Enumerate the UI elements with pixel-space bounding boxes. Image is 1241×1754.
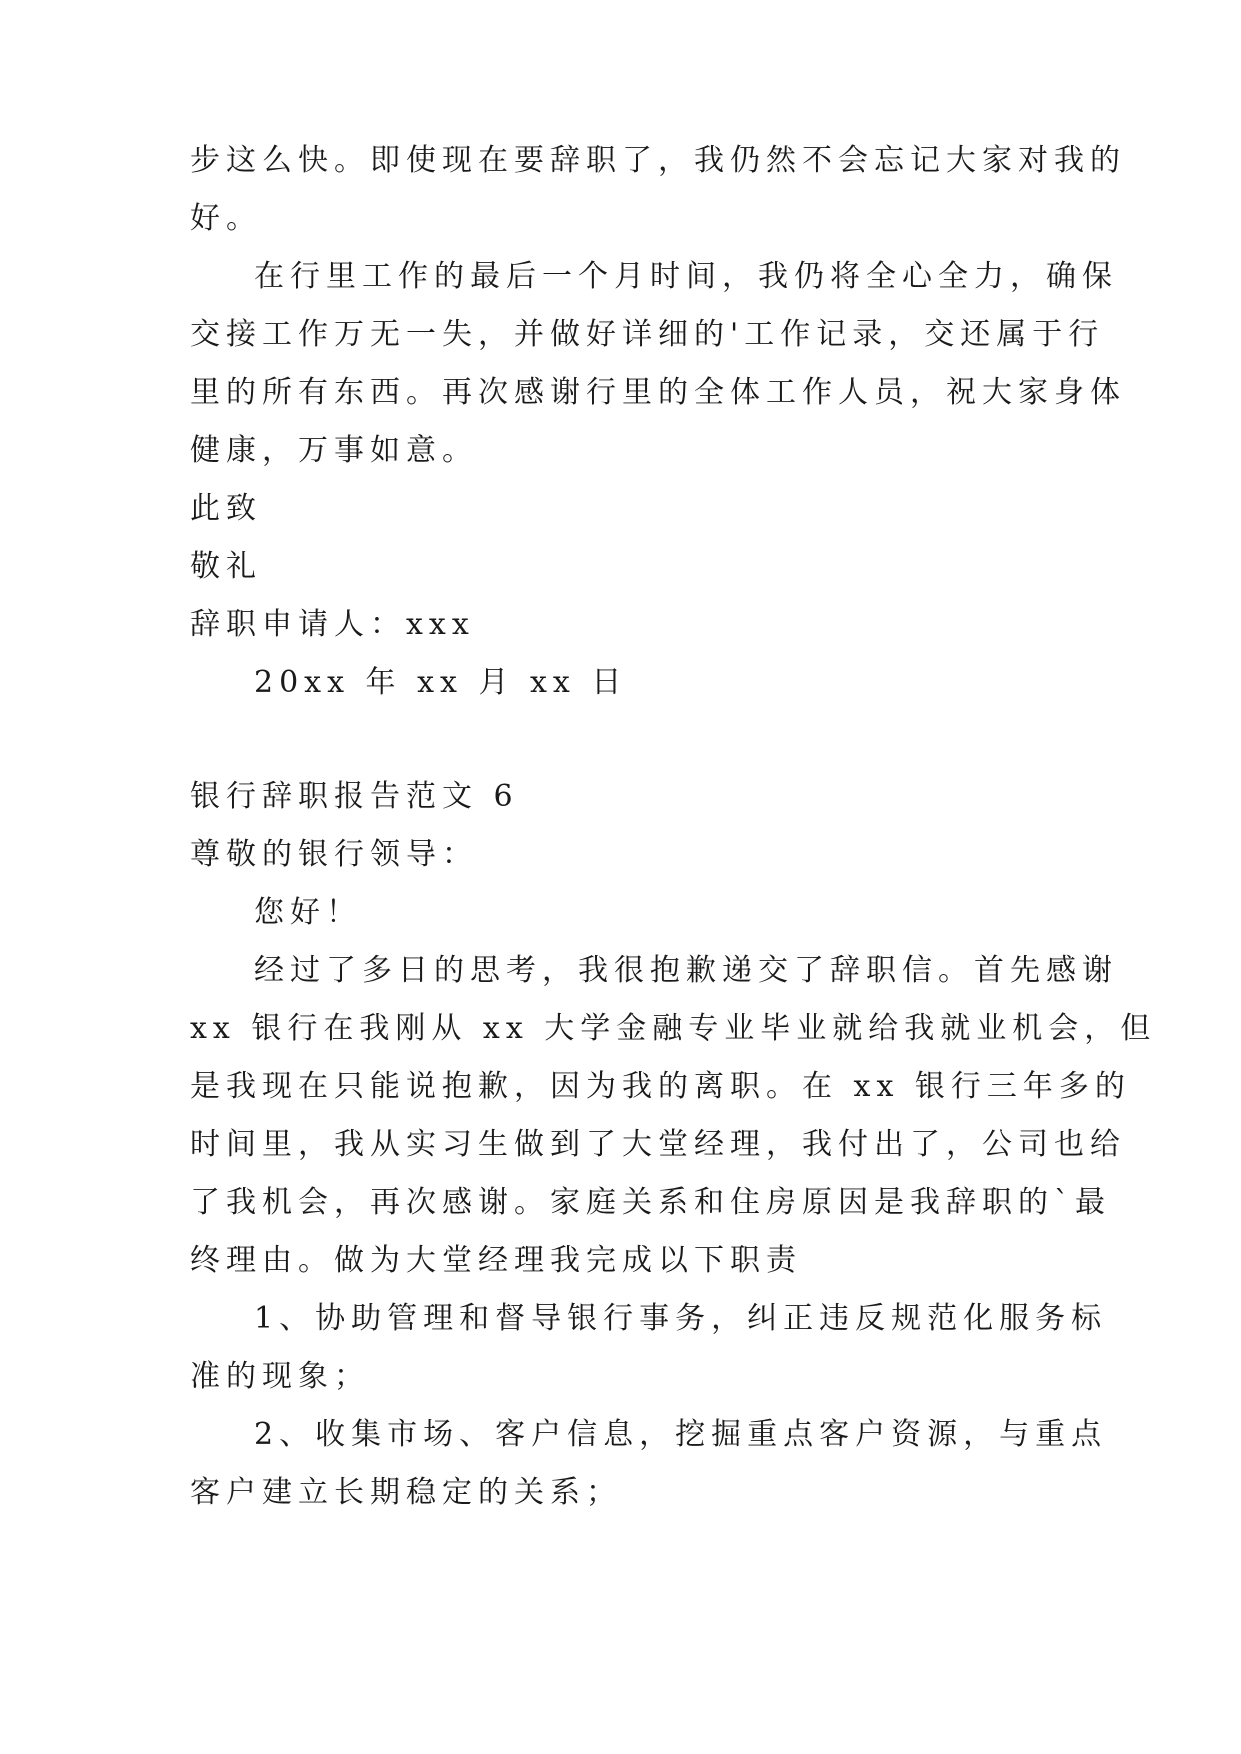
text-line: 好。 (190, 201, 262, 236)
text-line: 了我机会，再次感谢。家庭关系和住房原因是我辞职的`最 (190, 1185, 1111, 1220)
list-item-2-line: 客户建立长期稳定的关系； (190, 1475, 622, 1510)
text-line: 步这么快。即使现在要辞职了，我仍然不会忘记大家对我的 (190, 143, 1126, 178)
text-line: 健康，万事如意。 (190, 433, 478, 468)
closing-ci-zhi: 此致 (190, 491, 262, 526)
salutation: 尊敬的银行领导： (190, 837, 478, 872)
list-item-2-line: 2、收集市场、客户信息，挖掘重点客户资源，与重点 (254, 1417, 1108, 1452)
text-line: 交接工作万无一失，并做好详细的'工作记录，交还属于行 (190, 317, 1105, 352)
closing-date: 20xx 年 xx 月 xx 日 (254, 665, 628, 700)
section-6 (190, 768, 1157, 1522)
closing (190, 480, 1050, 712)
text-line: 里的所有东西。再次感谢行里的全体工作人员，祝大家身体 (190, 375, 1126, 410)
list-item-1-line: 准的现象； (190, 1359, 370, 1394)
greeting: 您好！ (254, 895, 362, 930)
applicant-signature: 辞职申请人：xxx (190, 607, 475, 642)
paragraph-final-month (190, 248, 1126, 480)
text-line: xx 银行在我刚从 xx 大学金融专业毕业就给我就业机会，但 (190, 1011, 1157, 1046)
list-item-1-line: 1、协助管理和督导银行事务，纠正违反规范化服务标 (254, 1301, 1108, 1336)
text-line: 在行里工作的最后一个月时间，我仍将全心全力，确保 (254, 259, 1118, 294)
section-title: 银行辞职报告范文 6 (190, 779, 519, 814)
text-line: 时间里，我从实习生做到了大堂经理，我付出了，公司也给 (190, 1127, 1126, 1162)
text-line: 是我现在只能说抱歉，因为我的离职。在 xx 银行三年多的 (190, 1069, 1131, 1104)
document-page (190, 143, 1157, 1522)
text-line: 终理由。做为大堂经理我完成以下职责 (190, 1243, 802, 1278)
text-line: 经过了多日的思考，我很抱歉递交了辞职信。首先感谢 (254, 953, 1118, 988)
closing-jing-li: 敬礼 (190, 549, 262, 584)
paragraph-continuation (190, 132, 1126, 248)
